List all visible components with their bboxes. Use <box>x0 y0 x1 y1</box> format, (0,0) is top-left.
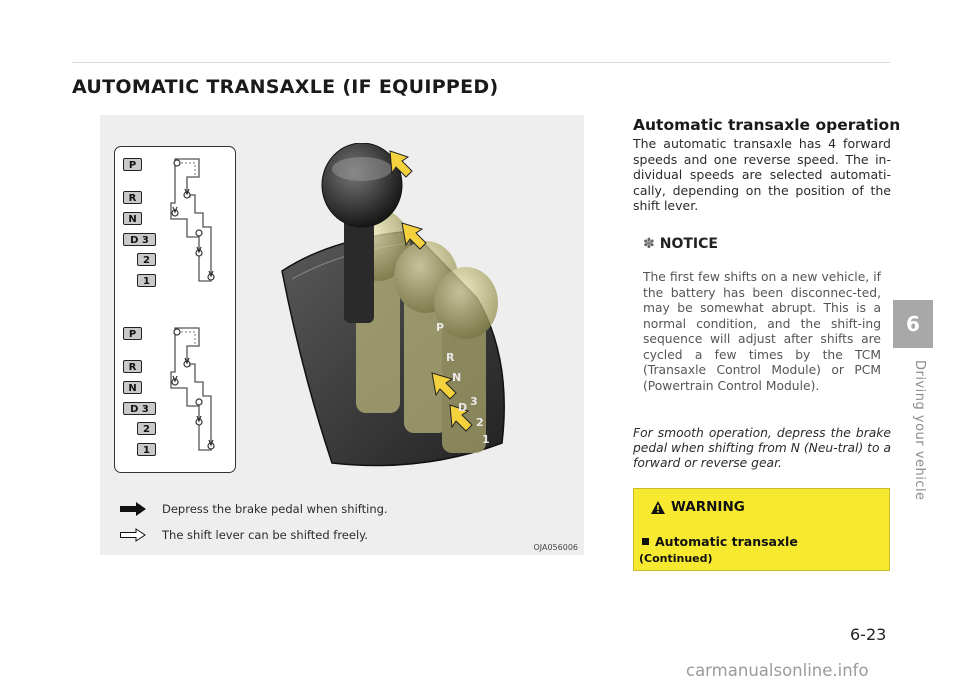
outline-arrow-icon <box>120 528 146 542</box>
gate-key-p-bottom: P <box>123 327 142 340</box>
console-label-p: P <box>436 321 445 334</box>
warning-box <box>633 488 890 571</box>
subheading: Automatic transaxle operation <box>633 116 901 134</box>
console-label-2: 2 <box>476 416 484 429</box>
legend-text-brake: Depress the brake pedal when shifting. <box>162 502 388 516</box>
notice-body: The first few shifts on a new vehicle, if the battery has been disconnec-ted, may be somewhat abrupt. This is a normal condition, and the shift-ing sequence will adjust after shifts are cycled a few times by the TCM (Transaxle Control Module) or PCM (Powertrain Control Module). <box>643 270 881 393</box>
bullet-square-icon <box>642 538 649 545</box>
legend-outline-arrow <box>120 527 368 543</box>
legend-solid-arrow <box>120 501 388 517</box>
chapter-tab: 6 <box>893 300 933 348</box>
shift-gate-diagram <box>115 147 235 472</box>
gate-key-2-top: 2 <box>137 253 156 266</box>
asterisk-icon: ✽ <box>643 236 655 252</box>
watermark: carmanualsonline.info <box>686 661 869 680</box>
shifter-illustration <box>272 143 578 483</box>
warning-subtitle: Automatic transaxle <box>655 534 798 549</box>
console-label-3: 3 <box>470 395 478 408</box>
figure-code: OJA056006 <box>533 543 578 552</box>
gate-key-r-bottom: R <box>123 360 142 373</box>
gate-key-d3-bottom: D 3 <box>123 402 156 415</box>
console-label-d: D <box>458 401 468 414</box>
gate-key-1-top: 1 <box>137 274 156 287</box>
page-number: 6-23 <box>850 625 887 644</box>
top-rule <box>72 62 890 63</box>
gate-key-n-bottom: N <box>123 381 142 394</box>
console-label-r: R <box>446 351 455 364</box>
console-label-1: 1 <box>482 433 490 446</box>
gate-key-r-top: R <box>123 191 142 204</box>
warning-subheading <box>642 534 798 549</box>
operation-paragraph: The automatic transaxle has 4 forward speeds and one reverse speed. The in-dividual speeds are selected automati-cally, depending on the position of the shift lever. <box>633 136 891 214</box>
shift-lever-figure <box>100 115 584 555</box>
chapter-label: Driving your vehicle <box>912 360 927 501</box>
section-title: AUTOMATIC TRANSAXLE (IF EQUIPPED) <box>72 76 499 98</box>
gate-key-2-bottom: 2 <box>137 422 156 435</box>
notice-heading <box>643 236 718 252</box>
smooth-operation-paragraph: For smooth operation, depress the brake pedal when shifting from N (Neu-tral) to a forward or reverse gear. <box>633 426 891 471</box>
solid-arrow-icon <box>120 502 146 516</box>
shift-pattern-panel <box>114 146 236 473</box>
gate-key-p-top: P <box>123 158 142 171</box>
warning-heading <box>650 499 745 515</box>
gate-key-d3-top: D 3 <box>123 233 156 246</box>
legend-text-free: The shift lever can be shifted freely. <box>162 528 368 542</box>
warning-title: WARNING <box>671 499 745 515</box>
console-label-n: N <box>452 371 462 384</box>
warning-continued: (Continued) <box>639 552 713 565</box>
gate-key-1-bottom: 1 <box>137 443 156 456</box>
warning-triangle-icon <box>650 500 666 515</box>
gate-key-n-top: N <box>123 212 142 225</box>
notice-title: NOTICE <box>659 236 718 252</box>
